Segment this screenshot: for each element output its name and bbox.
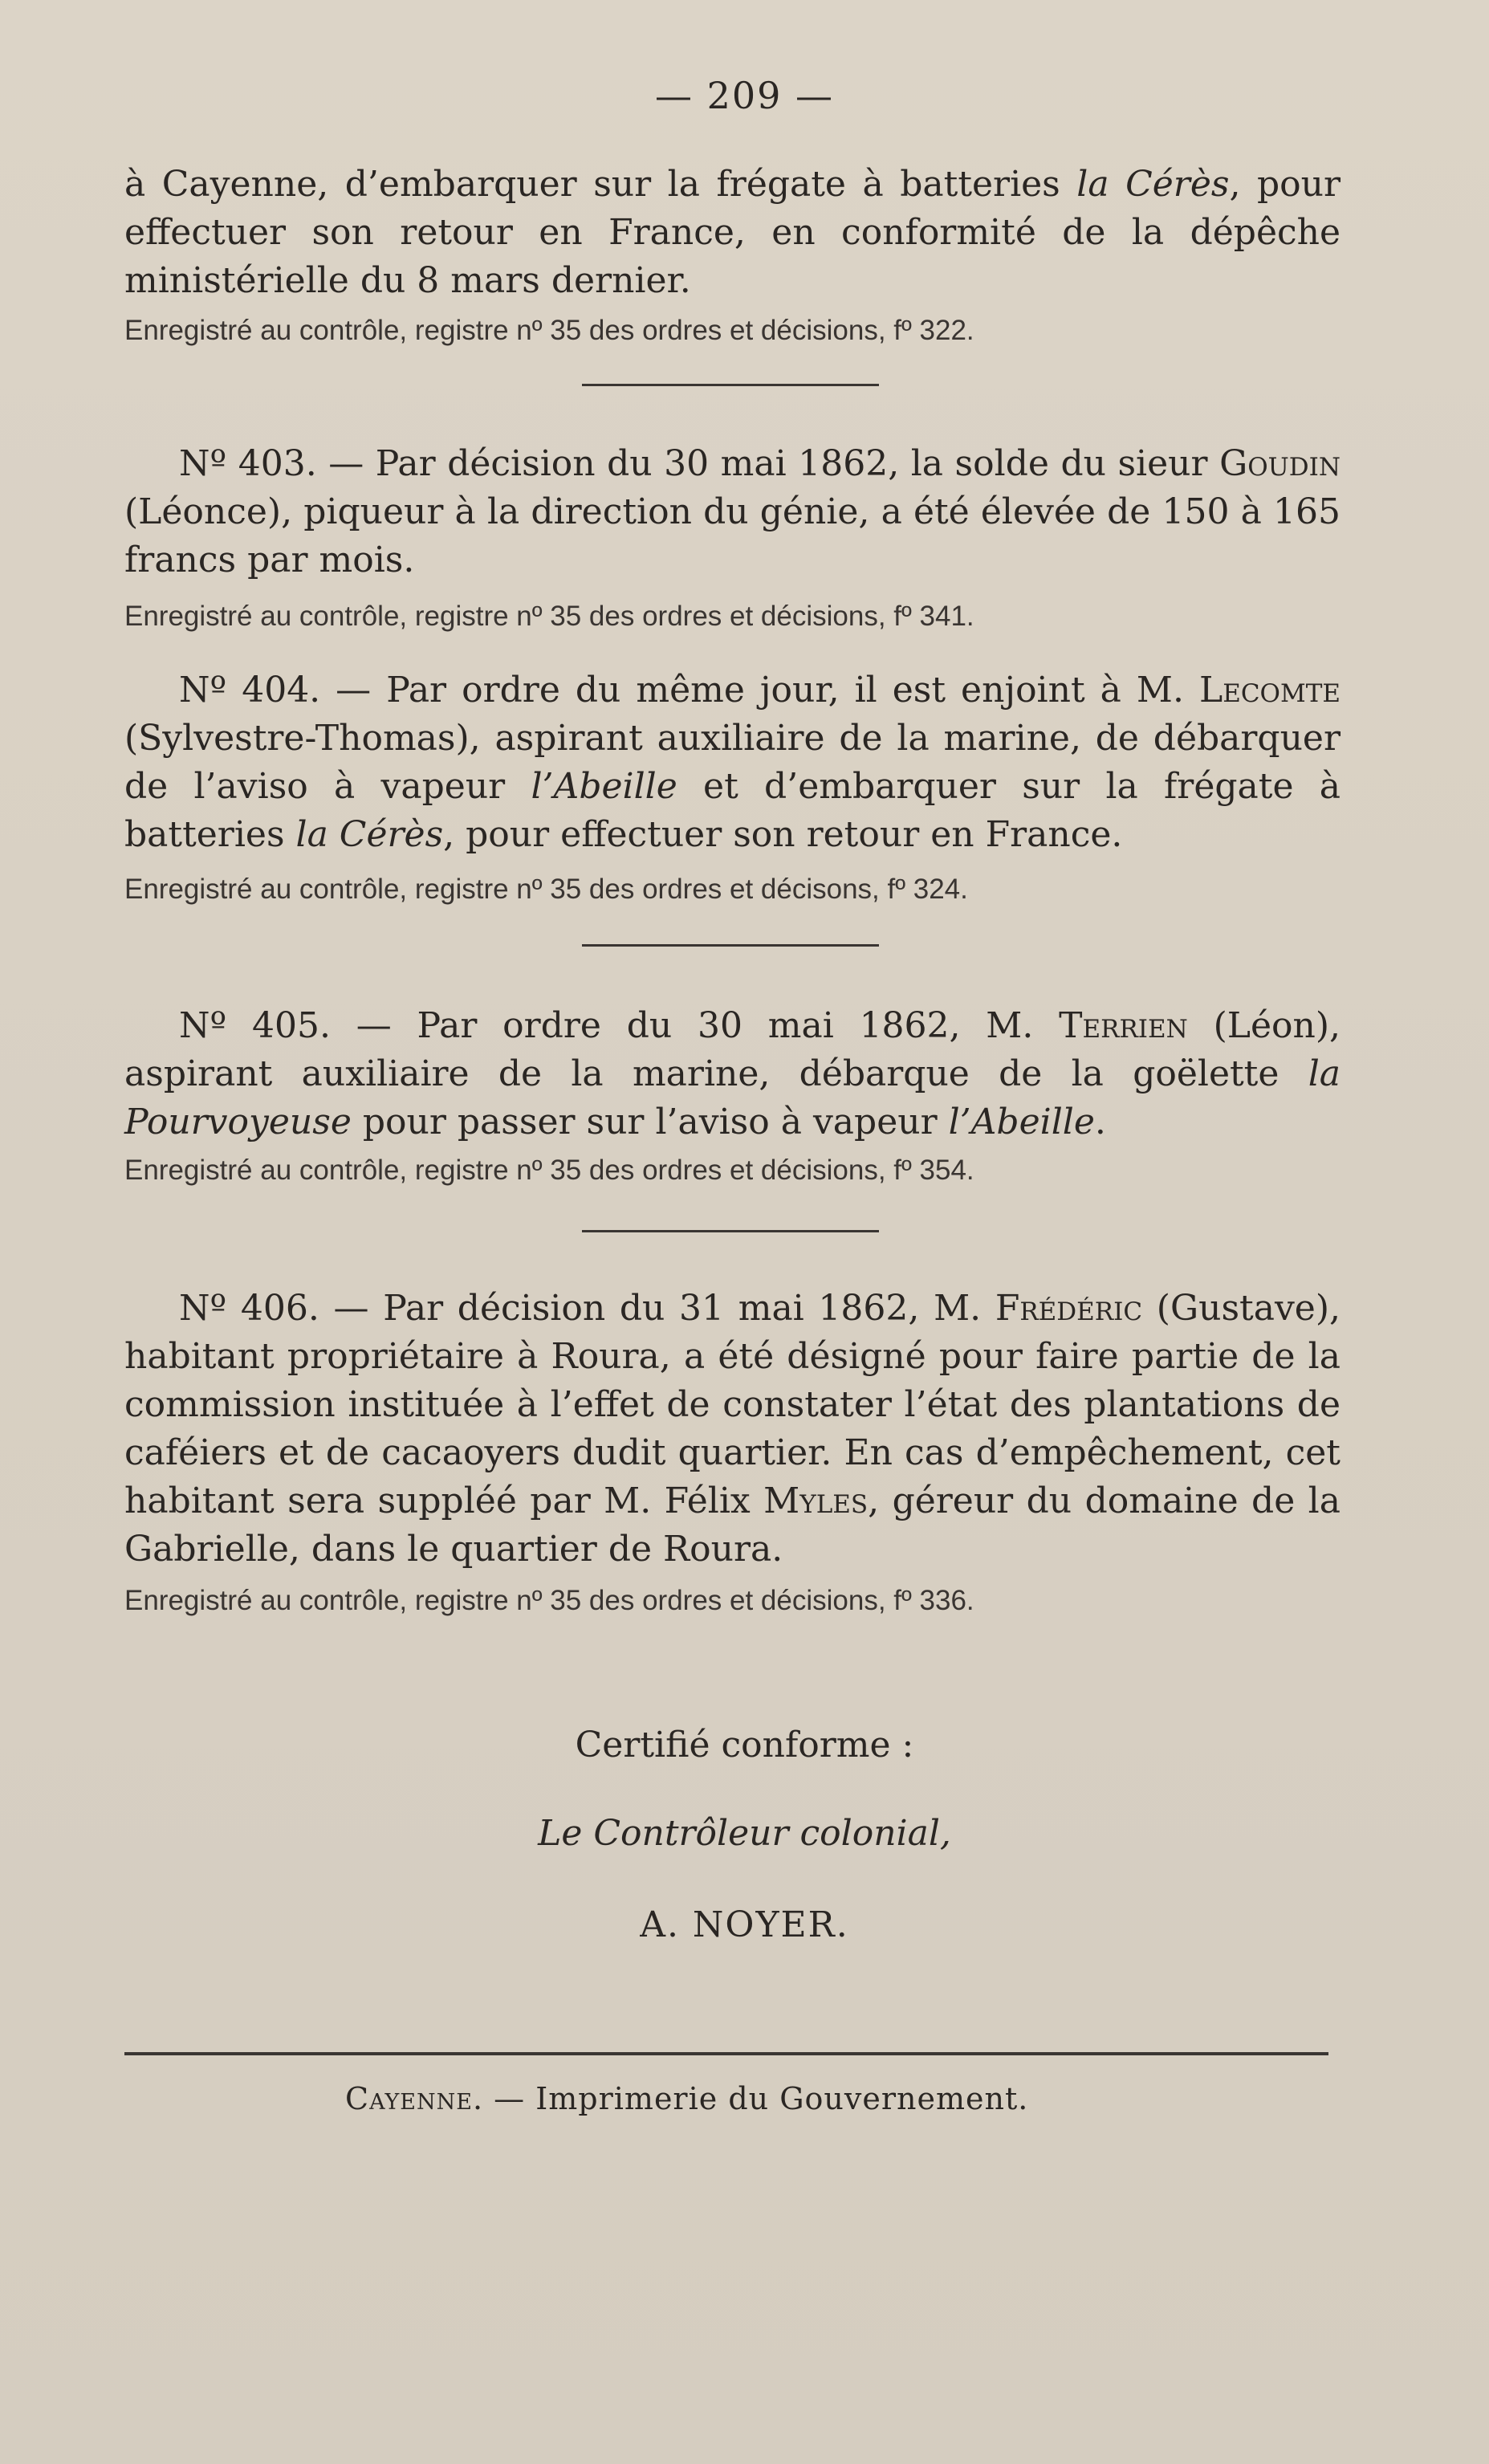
entry-text: . [1094, 1102, 1106, 1142]
entry-text: et d’embarquer sur la frégate à batteries [124, 766, 1341, 855]
ship-name: l’Abeille [948, 1102, 1095, 1142]
person-name: Goudin [1219, 443, 1341, 484]
signatory-name: A. NOYER. [640, 1904, 849, 1945]
entry-406-registration: Enregistré au contrôle, registre nº 35 des ordres et décisions, fº 336. [124, 1585, 974, 1616]
certification-line: Certifié conforme : [575, 1725, 914, 1766]
separator-rule [582, 1230, 879, 1232]
entry-number: Nº 404. [179, 670, 321, 711]
ship-name: la Pourvoyeuse [124, 1053, 1341, 1142]
entry-text: , géreur du domaine de la Gabrielle, dans le quartier de Roura. [124, 1480, 1341, 1570]
footer-rule [124, 2052, 1328, 2055]
separator-rule [582, 944, 879, 947]
entry-405 [124, 1002, 1341, 1146]
intro-registration: Enregistré au contrôle, registre nº 35 des ordres et décisions, fº 322. [124, 315, 974, 346]
entry-text: — Par décision du 31 mai 1862, M. [319, 1288, 995, 1329]
person-name: Lecomte [1198, 670, 1341, 711]
person-name: Myles [763, 1480, 869, 1521]
entry-406 [124, 1285, 1341, 1574]
person-name: Terrien [1059, 1005, 1188, 1046]
intro-ship-name: la Cérès [1076, 164, 1230, 205]
printer-footer [345, 2081, 1028, 2116]
entry-text: , pour effectuer son retour en France. [443, 814, 1123, 855]
intro-text-b: , pour effectuer son retour en France, en conformité de la dépêche ministérielle du 8 mars dernier. [124, 164, 1341, 301]
entry-text: (Gustave), habitant propriétaire à Roura, a été désigné pour faire partie de la commission instituée à l’effet de constater l’état des plantations de caféiers et de cacaoyers dudit quartier. En cas d’empêchement, cet habitant sera suppléé par M. Félix [124, 1288, 1341, 1521]
page-number: — 209 — [654, 74, 835, 117]
intro-paragraph [124, 161, 1341, 305]
ship-name: l’Abeille [531, 766, 677, 807]
entry-text: (Léonce), piqueur à la direction du génie, a été élevée de 150 à 165 francs par mois. [124, 491, 1341, 580]
footer-city: Cayenne. [345, 2081, 484, 2116]
entry-404-registration: Enregistré au contrôle, registre nº 35 des ordres et décisons, fº 324. [124, 874, 968, 905]
footer-printer: — Imprimerie du Gouvernement. [483, 2081, 1029, 2116]
ship-name: la Cérès [295, 814, 444, 855]
entry-number: Nº 403. [179, 443, 317, 484]
entry-text: — Par décision du 30 mai 1862, la solde du sieur [316, 443, 1220, 484]
separator-rule [582, 384, 879, 386]
intro-text-a: à Cayenne, d’embarquer sur la frégate à batteries [124, 164, 1077, 205]
signatory-title: Le Contrôleur colonial, [538, 1813, 951, 1854]
entry-text: — Par ordre du 30 mai 1862, M. [330, 1005, 1060, 1046]
entry-number: Nº 405. [179, 1005, 331, 1046]
entry-404 [124, 666, 1341, 859]
entry-text: (Sylvestre-Thomas), aspirant auxiliaire de la marine, de débarquer de l’aviso à vapeur [124, 718, 1341, 807]
entry-text: (Léon), aspirant auxiliaire de la marine, débarque de la goëlette [124, 1005, 1341, 1094]
entry-text: pour passer sur l’aviso à vapeur [351, 1102, 949, 1142]
entry-403-registration: Enregistré au contrôle, registre nº 35 des ordres et décisions, fº 341. [124, 601, 974, 632]
entry-403 [124, 440, 1341, 584]
entry-text: — Par ordre du même jour, il est enjoint à M. [320, 670, 1199, 711]
entry-405-registration: Enregistré au contrôle, registre nº 35 des ordres et décisions, fº 354. [124, 1155, 974, 1186]
entry-number: Nº 406. [179, 1288, 319, 1329]
person-name: Frédéric [995, 1288, 1143, 1329]
